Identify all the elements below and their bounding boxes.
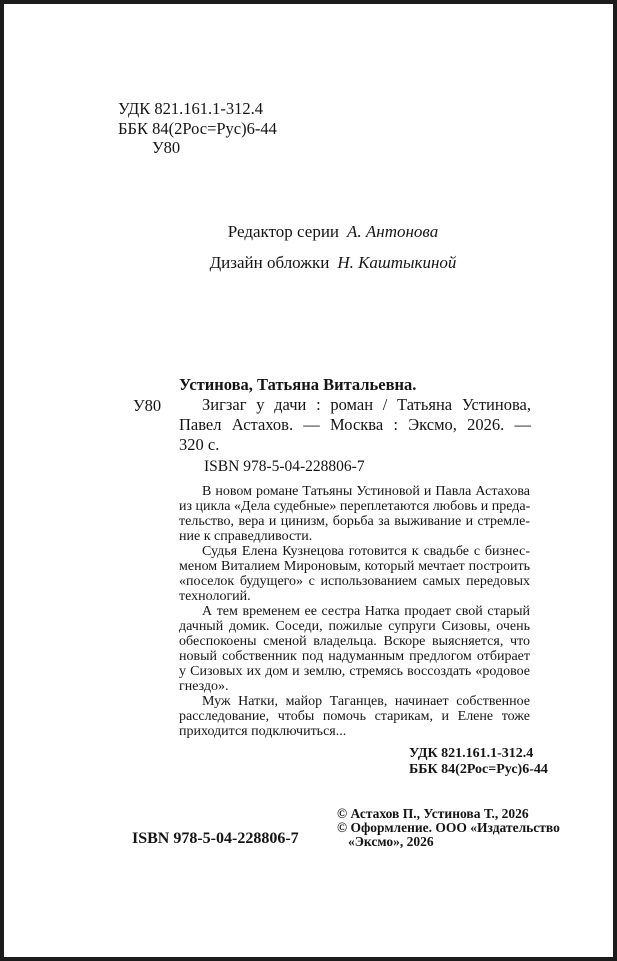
udk-code-bottom: УДК 821.161.1-312.4 xyxy=(409,746,534,761)
author-sign-catalog: У80 xyxy=(133,396,162,415)
bibliographic-line: Зигзаг у дачи : роман / Татьяна Устинова, xyxy=(202,395,531,414)
copyright-design: © Оформление. ООО «Издательство xyxy=(337,819,560,835)
bbk-code-top: ББК 84(2Рос=Рус)6-44 xyxy=(118,118,277,138)
cover-designer-line xyxy=(133,253,533,273)
annotation-line: А тем временем ее сестра Натка продает свой старый xyxy=(202,604,530,619)
isbn-bottom: ISBN 978-5-04-228806-7 xyxy=(132,830,299,847)
annotation-line: приходится подключиться... xyxy=(179,724,347,739)
cover-designer-label: Дизайн обложки xyxy=(209,253,330,272)
annotation-line: меном Виталием Мироновым, который мечтает построить xyxy=(179,559,530,574)
catalog-entry xyxy=(179,375,531,455)
annotation-line: обеспокоены сменой владельца. Вскоре выясняется, что xyxy=(179,634,530,649)
annotation-line: дачный домик. Соседи, пожилые супруги Сизовы, очень xyxy=(179,619,530,634)
copyright-authors: © Астахов П., Устинова Т., 2026 xyxy=(337,806,529,821)
copyright-block xyxy=(337,807,560,848)
annotation-line: Муж Натки, майор Таганцев, начинает собственное xyxy=(202,694,530,709)
annotation-line: из цикла «Дела судебные» переплетаются любовь и преда- xyxy=(179,499,531,514)
copyright-design-continued: «Эксмо», 2026 xyxy=(348,833,434,849)
series-editor-line xyxy=(133,222,533,242)
credits-block xyxy=(133,222,533,273)
annotation-line: у Сизовых их дом и землю, стремясь воссоздать «родовое xyxy=(179,664,530,679)
udk-code-top: УДК 821.161.1-312.4 xyxy=(118,99,264,118)
annotation-line: «поселок будущего» с использованием самых передовых xyxy=(179,574,530,589)
author-heading: Устинова, Татьяна Витальевна. xyxy=(179,375,417,394)
bibliographic-line: 320 с. xyxy=(179,435,220,454)
annotation-line: тельство, вера и цинизм, борьба за выживание и стремле- xyxy=(179,514,530,529)
annotation-line: Судья Елена Кузнецова готовится к свадьбе с бизнес- xyxy=(202,544,530,559)
series-editor-name: А. Антонова xyxy=(347,222,439,241)
isbn-catalog: ISBN 978-5-04-228806-7 xyxy=(204,458,365,475)
annotation-line: гнездо». xyxy=(179,679,229,694)
bbk-code-bottom: ББК 84(2Рос=Рус)6-44 xyxy=(409,761,548,777)
cover-designer-name: Н. Каштыкиной xyxy=(337,253,457,272)
annotation-line: технологий. xyxy=(179,589,251,604)
annotation-line: ние к справедливости. xyxy=(179,529,313,544)
annotation-line: новый собственник под надуманным предлогом отбирает xyxy=(179,649,530,664)
author-sign-top: У80 xyxy=(152,138,181,157)
bibliographic-line: Павел Астахов. — Москва : Эксмо, 2026. — xyxy=(179,415,531,434)
catalog-card xyxy=(133,375,531,455)
annotation-line: расследование, чтобы помочь старикам, и Елене тоже xyxy=(179,709,530,724)
annotation-line: В новом романе Татьяны Устиновой и Павла Астахова xyxy=(202,484,530,499)
top-codes-block xyxy=(118,99,277,158)
series-editor-label: Редактор серии xyxy=(227,222,340,241)
bottom-codes-block xyxy=(409,746,548,777)
annotation-block xyxy=(179,484,530,739)
